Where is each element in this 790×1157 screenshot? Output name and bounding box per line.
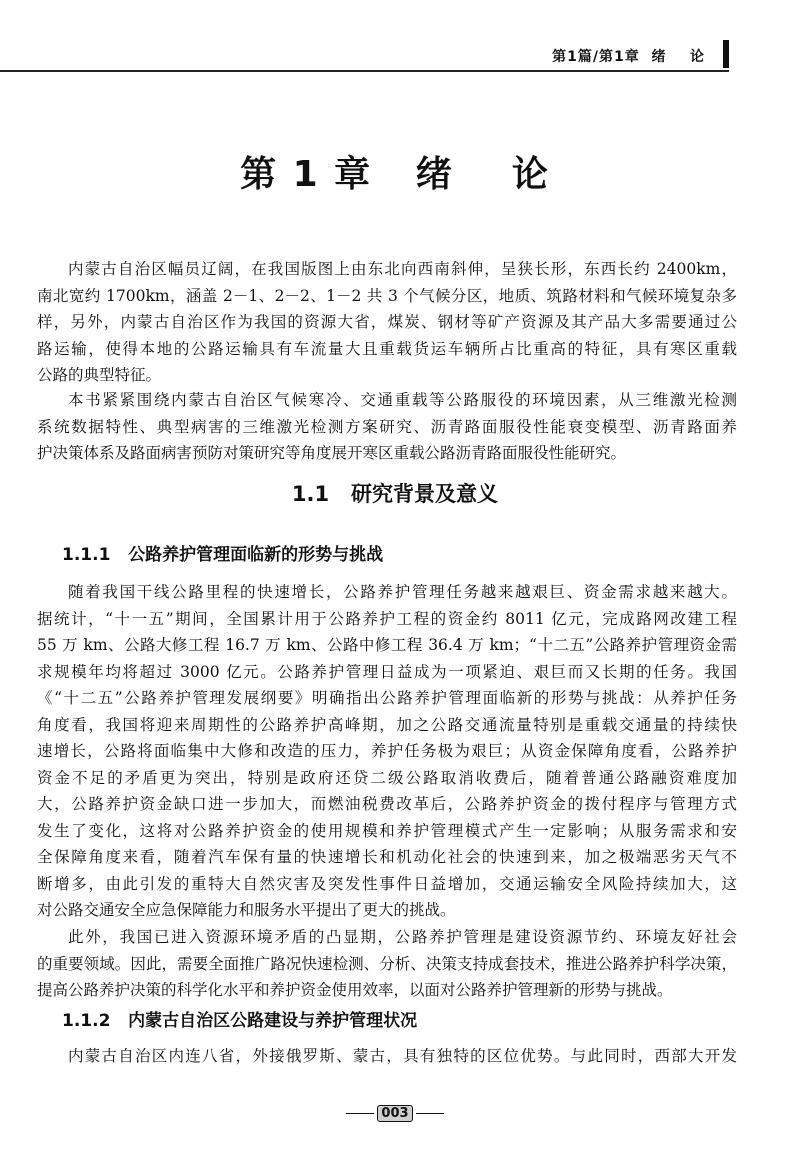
- intro-paragraph-1: [37, 256, 737, 389]
- text-line: 随着我国干线公路里程的快速增长，公路养护管理任务越来越艰巨、资金需求越来越大。: [68, 583, 737, 601]
- text-line: 角度看，我国将迎来周期性的公路养护高峰期，加之公路交通流量特别是重载交通量的持续快: [37, 715, 737, 734]
- page-number: [0, 1105, 790, 1122]
- text-line: 本书紧紧围绕内蒙古自治区气候寒冷、交通重载等公路服役的环境因素，从三维激光检测: [68, 391, 737, 409]
- chapter-title: 第 1 章 绪 论: [240, 154, 550, 195]
- subsection-title-1-1-1: 1.1.1 公路养护管理面临新的形势与挑战: [62, 545, 384, 565]
- running-header-title: 第1篇/第1章 绪 论: [552, 49, 705, 65]
- text-line: 《“十二五”公路养护管理发展纲要》明确指出公路养护管理面临新的形势与挑战：从养护任务: [37, 689, 737, 707]
- text-line: 内蒙古自治区幅员辽阔，在我国版图上由东北向西南斜伸，呈狭长形，东西长约 2400km，: [68, 260, 737, 278]
- text-line: 此外，我国已进入资源环境矛盾的凸显期，公路养护管理是建设资源节约、环境友好社会: [68, 928, 737, 946]
- subsection-title-1-1-2: 1.1.2 内蒙古自治区公路建设与养护管理状况: [62, 1011, 418, 1031]
- text-line: 资金不足的矛盾更为突出，特别是政府还贷二级公路取消收费后，随着普通公路融资难度加: [37, 768, 737, 787]
- text-line: 全保障角度来看，随着汽车保有量的快速增长和机动化社会的快速到来，加之极端恶劣天气不: [37, 848, 737, 866]
- running-header-bar: [723, 40, 729, 68]
- page-number-right-rule: [416, 1113, 444, 1114]
- body-paragraph-1: [37, 579, 737, 924]
- text-line: 护决策体系及路面病害预防对策研究等角度展开寒区重载公路沥青路面服役性能研究。: [37, 444, 627, 462]
- text-line: 发生了变化，这将对公路养护资金的使用规模和养护管理模式产生一定影响；从服务需求和安: [37, 821, 737, 840]
- text-line: 公路的典型特征。: [37, 366, 162, 384]
- text-line: 大，公路养护资金缺口进一步加大，而燃油税费改革后，公路养护资金的拨付程序与管理方式: [37, 795, 737, 813]
- body-paragraph-3: [37, 1043, 737, 1070]
- text-line: 提高公路养护决策的科学化水平和养护资金使用效率，以面对公路养护管理新的形势与挑战。: [37, 981, 673, 999]
- text-line: 据统计，“十一五”期间，全国累计用于公路养护工程的资金约 8011 亿元，完成路网改建工程: [37, 609, 737, 628]
- page-number-value: 003: [377, 1105, 412, 1122]
- intro-paragraph-2: [37, 387, 737, 467]
- text-line: 内蒙古自治区内连八省，外接俄罗斯、蒙古，具有独特的区位优势。与此同时，西部大开发: [68, 1047, 737, 1065]
- text-line: 系统数据特性、典型病害的三维激光检测方案研究、沥青路面服役性能衰变模型、沥青路面养: [37, 417, 737, 436]
- body-paragraph-2: [37, 924, 737, 1004]
- text-line: 对公路交通安全应急保障能力和服务水平提出了更大的挑战。: [37, 901, 456, 919]
- running-header: [0, 40, 729, 72]
- text-line: 55 万 km、公路大修工程 16.7 万 km、公路中修工程 36.4 万 km；“十二五”公路养护管理资金需: [37, 636, 737, 654]
- text-line: 求规模年均将超过 3000 亿元。公路养护管理日益成为一项紧迫、艰巨而又长期的任务。我国: [37, 662, 737, 681]
- text-line: 断增多，由此引发的重特大自然灾害及突发性事件日益增加，交通运输安全风险持续加大，这: [37, 874, 737, 893]
- page-number-left-rule: [346, 1113, 374, 1114]
- text-line: 南北宽约 1700km，涵盖 2－1、2－2、1－2 共 3 个气候分区，地质、筑路材料和气候环境复杂多: [37, 286, 737, 305]
- text-line: 的重要领域。因此，需要全面推广路况快速检测、分析、决策支持成套技术，推进公路养护科学决策，: [37, 954, 737, 973]
- text-line: 速增长，公路将面临集中大修和改造的压力，养护任务极为艰巨；从资金保障角度看，公路养护: [37, 742, 737, 760]
- text-line: 样，另外，内蒙古自治区作为我国的资源大省，煤炭、钢材等矿产资源及其产品大多需要通过公: [37, 313, 737, 331]
- section-title: 1.1 研究背景及意义: [291, 482, 499, 506]
- text-line: 路运输，使得本地的公路运输具有车流量大且重载货运车辆所占比重高的特征，具有寒区重载: [37, 339, 737, 358]
